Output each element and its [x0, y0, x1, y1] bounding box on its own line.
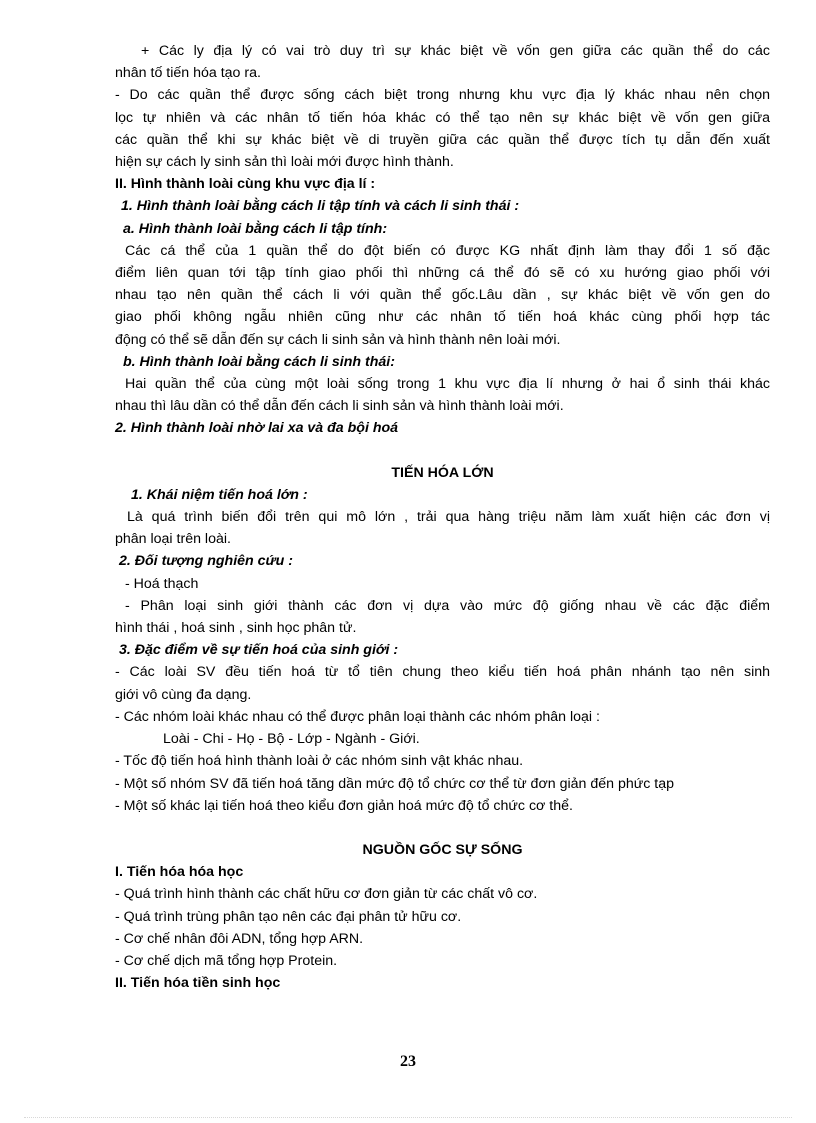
text-line: nhau tạo nên quần thể cách li với quần thể gốc.Lâu dần , sự khác biệt về vốn gen do: [115, 287, 770, 304]
text-line: II. Hình thành loài cùng khu vực địa lí :: [115, 176, 376, 193]
text-line: - Cơ chế nhân đôi ADN, tổng hợp ARN.: [115, 930, 364, 947]
text-line: - Phân loại sinh giới thành các đơn vị dựa vào mức độ giống nhau về các đặc điểm: [125, 597, 770, 614]
text-line: phân loại trên loài.: [115, 531, 231, 548]
text-line: Các cá thể của 1 quần thể do đột biến có được KG nhất định làm thay đổi 1 số đặc: [125, 242, 770, 259]
text-line: Là quá trình biến đổi trên qui mô lớn , trải qua hàng triệu năm làm xuất hiện các đơn vị: [127, 509, 770, 526]
page-number: 23: [400, 1053, 416, 1070]
text-line: lọc tự nhiên và các nhân tố tiến hóa khác có thể tạo nên sự khác biệt về vốn gen giữa: [115, 109, 770, 126]
text-line: nhau thì lâu dần có thể dẫn đến cách li sinh sản và hình thành loài mới.: [115, 398, 564, 415]
text-line: 1. Khái niệm tiến hoá lớn :: [131, 486, 308, 503]
text-line: NGUỒN GỐC SỰ SỐNG: [362, 841, 523, 858]
text-line: - Quá trình hình thành các chất hữu cơ đơn giản từ các chất vô cơ.: [115, 886, 538, 903]
text-line: - Hoá thạch: [125, 575, 199, 592]
text-line: hiện sự cách ly sinh sản thì loài mới được hình thành.: [115, 154, 454, 171]
text-line: nhân tố tiến hóa tạo ra.: [115, 65, 261, 82]
text-line: TIẾN HÓA LỚN: [391, 464, 494, 481]
text-line: Loài - Chi - Họ - Bộ - Lớp - Ngành - Giới.: [163, 731, 420, 748]
text-line: giới vô cùng đa dạng.: [115, 686, 252, 703]
text-line: - Quá trình trùng phân tạo nên các đại phân tử hữu cơ.: [115, 908, 462, 925]
text-line: 2. Hình thành loài nhờ lai xa và đa bội hoá: [115, 420, 399, 437]
text-line: - Một số nhóm SV đã tiến hoá tăng dần mức độ tổ chức cơ thể từ đơn giản đến phức tạp: [115, 775, 674, 792]
text-line: - Các nhóm loài khác nhau có thể được phân loại thành các nhóm phân loại :: [115, 708, 600, 725]
text-line: động có thể sẽ dẫn đến sự cách li sinh sản và hình thành nên loài mới.: [115, 331, 561, 348]
text-line: I. Tiến hóa hóa học: [115, 864, 244, 881]
text-line: + Các ly địa lý có vai trò duy trì sự khác biệt về vốn gen giữa các quần thể do các: [141, 43, 770, 59]
text-line: a. Hình thành loài bằng cách li tập tính:: [123, 220, 388, 237]
text-line: - Các loài SV đều tiến hoá từ tổ tiên chung theo kiểu tiến hoá phân nhánh tạo nên sinh: [115, 664, 770, 681]
text-line: 3. Đặc điểm về sự tiến hoá của sinh giới :: [119, 642, 399, 659]
text-line: giao phối không ngẫu nhiên cũng như các nhân tố tiến hoá khác cùng phối hợp tác: [115, 309, 770, 326]
text-line: 1. Hình thành loài bằng cách li tập tính và cách li sinh thái :: [121, 198, 520, 215]
blank-line: [115, 440, 770, 462]
text-line: - Cơ chế dịch mã tổng hợp Protein.: [115, 952, 338, 969]
blank-line: [115, 817, 770, 839]
text-line: II. Tiến hóa tiền sinh học: [115, 975, 281, 992]
page-bottom-rule: [24, 1117, 792, 1118]
text-line: Hai quần thể của cùng một loài sống trong 1 khu vực địa lí nhưng ở hai ổ sinh thái khác: [125, 376, 770, 393]
text-line: các quần thể khi sự khác biệt về di truyền giữa các quần thể được tích tụ dẫn đến xuất: [115, 131, 770, 148]
text-line: - Tốc độ tiến hoá hình thành loài ở các nhóm sinh vật khác nhau.: [115, 753, 524, 770]
text-line: - Một số khác lại tiến hoá theo kiểu đơn giản hoá mức độ tổ chức cơ thể.: [115, 797, 573, 814]
text-line: hình thái , hoá sinh , sinh học phân tử.: [115, 620, 357, 637]
text-line: điểm liên quan tới tập tính giao phối thì những cá thể đó sẽ có xu hướng giao phối với: [115, 265, 770, 282]
text-line: - Do các quần thể được sống cách biệt trong nhưng khu vực địa lý khác nhau nên chọn: [115, 87, 770, 104]
text-line: b. Hình thành loài bằng cách li sinh thái:: [123, 353, 395, 370]
text-line: 2. Đối tượng nghiên cứu :: [119, 553, 294, 570]
document-body: [115, 40, 770, 994]
